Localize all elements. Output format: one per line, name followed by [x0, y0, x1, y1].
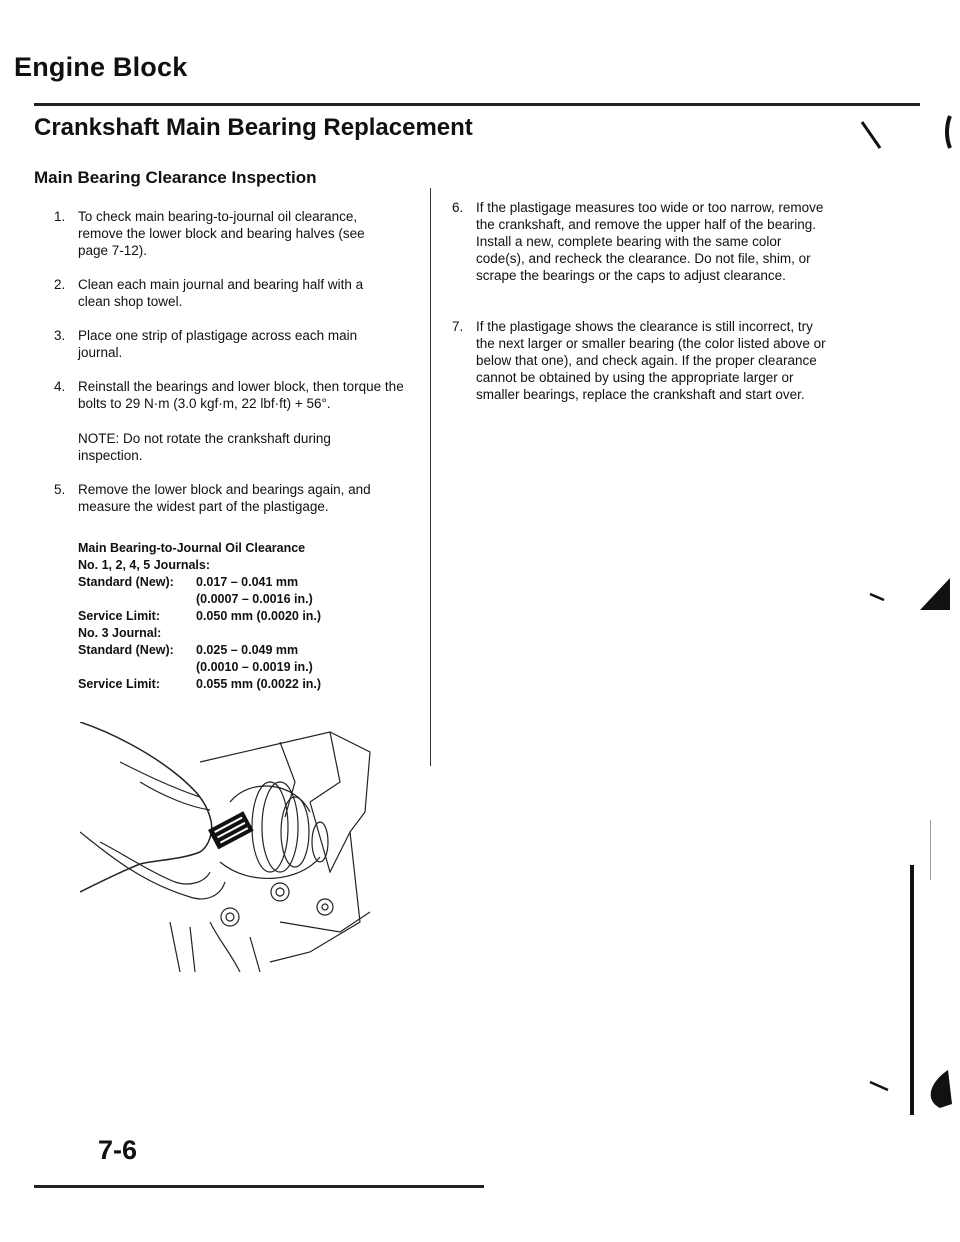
binder-mark-top: [850, 112, 960, 152]
page-header-title: Engine Block: [14, 52, 188, 82]
spec-group-1: No. 1, 2, 4, 5 Journals:: [78, 558, 210, 572]
spec-limit-label-1: Service Limit:: [78, 609, 160, 623]
spec-limit-label-2: Service Limit:: [78, 677, 160, 691]
binder-edge-faint: [930, 820, 931, 880]
step-text: Remove the lower block and bearings again, and measure the widest part of the plastigage.: [78, 482, 371, 514]
step-text: To check main bearing-to-journal oil clearance, remove the lower block and bearing halves (see page 7-12).: [78, 209, 365, 258]
spec-standard-inch-1: (0.0007 – 0.0016 in.): [196, 592, 313, 606]
binder-mark-middle: [860, 570, 960, 620]
header-rule: [34, 103, 920, 106]
step-text: If the plastigage measures too wide or too narrow, remove the crankshaft, and remove the upper half of the bearing. Install a new, complete bearing with the same color code(s), and recheck the clearance. Do not file, shim, or scrape the bearings or the caps to adjust clearance.: [476, 200, 824, 283]
spec-limit-value-2: 0.055 mm (0.0022 in.): [196, 677, 322, 691]
page-number: 7-6: [98, 1135, 138, 1165]
spec-standard-inch-2: (0.0010 – 0.0019 in.): [196, 660, 313, 674]
step-text: Place one strip of plastigage across each main journal.: [78, 328, 358, 360]
column-divider: [430, 188, 431, 766]
plastigage-illustration: [80, 722, 380, 972]
step-text: Reinstall the bearings and lower block, then torque the bolts to 29 N·m (3.0 kgf·m, 22 lbf·ft) + 56°.: [78, 379, 404, 411]
step-number: 4.: [54, 379, 66, 394]
spec-standard-value-1: 0.017 – 0.041 mm: [196, 575, 299, 589]
spec-group-2: No. 3 Journal:: [78, 626, 162, 640]
step-number: 2.: [54, 277, 66, 292]
step-number: 5.: [54, 482, 66, 497]
spec-standard-value-2: 0.025 – 0.049 mm: [196, 643, 299, 657]
section-title: Crankshaft Main Bearing Replacement: [34, 114, 473, 141]
step-number: 6.: [452, 200, 464, 215]
subsection-title: Main Bearing Clearance Inspection: [34, 168, 317, 187]
note: NOTE: Do not rotate the crankshaft during inspection.: [78, 431, 331, 463]
step-number: 7.: [452, 319, 464, 334]
step-number: 1.: [54, 209, 66, 224]
spec-limit-value-1: 0.050 mm (0.0020 in.): [196, 609, 322, 623]
spec-title: Main Bearing-to-Journal Oil Clearance: [78, 541, 306, 555]
spec-standard-label-2: Standard (New):: [78, 643, 174, 657]
spec-standard-label-1: Standard (New):: [78, 575, 174, 589]
binder-edge-line: [910, 865, 914, 1115]
step-text: If the plastigage shows the clearance is still incorrect, try the next larger or smaller bearing (the color listed above or below that one), and check again. If the proper clearance cannot be obtained by using the appropriate larger or smaller bearings, replace the crankshaft and start over.: [476, 319, 826, 402]
footer-rule: [34, 1185, 484, 1188]
step-text: Clean each main journal and bearing half with a clean shop towel.: [78, 277, 364, 309]
step-number: 3.: [54, 328, 66, 343]
